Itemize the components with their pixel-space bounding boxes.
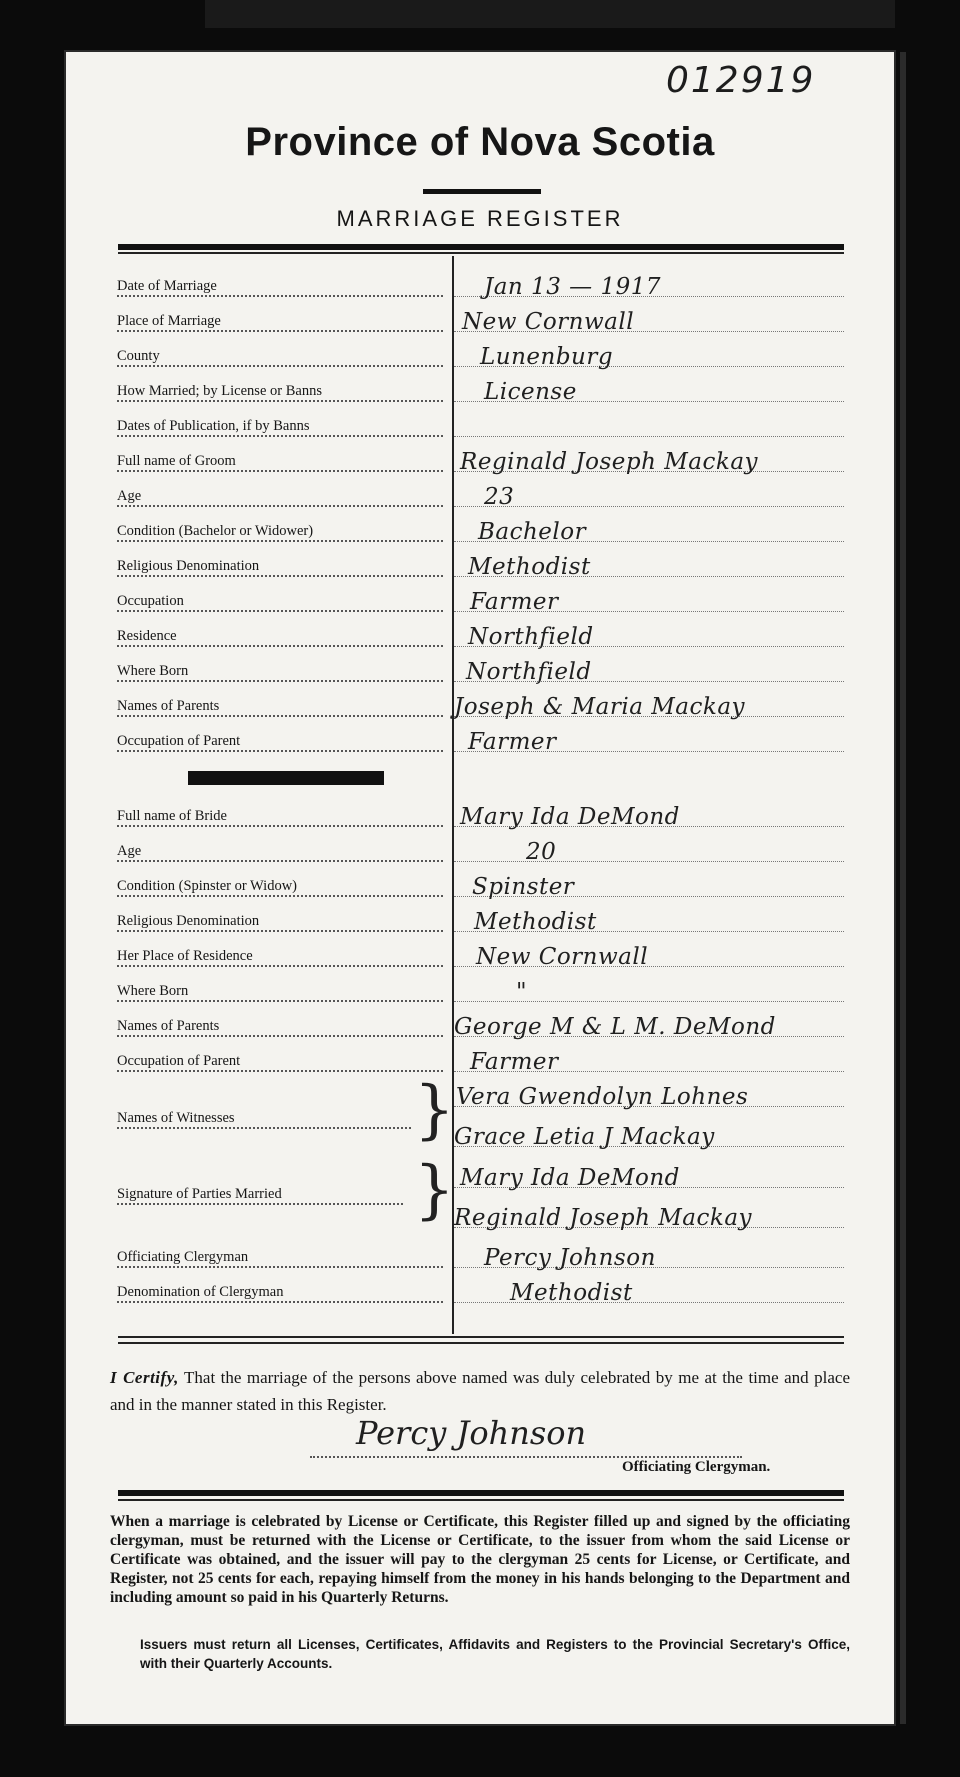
issuer-notice: Issuers must return all Licenses, Certificates, Affidavits and Registers to the Provincial Secretary's Office, with their Quarterly Accounts. [140, 1637, 850, 1671]
label-bride-parent-occupation: Occupation of Parent [117, 1053, 447, 1077]
label-groom-religion: Religious Denomination [117, 558, 447, 582]
entry-groom-religion: Methodist [454, 558, 844, 582]
label-groom-residence: Residence [117, 628, 447, 652]
return-instructions: When a marriage is celebrated by License or Certificate, this Register filled up and signed by the officiating clergyman, must be returned with the License or Certificate, to the issuer from whom the said License or Certificate was obtained, and the issuer will pay to the clergyman 25 cents for License, or Certificate, and Register, not 25 cents for each, repaying himself from the money in his hands belonging to the Department and including amount so paid in his Quarterly Returns. [110, 1513, 851, 1606]
entry-groom-age: 23 [454, 488, 844, 512]
clergyman-signature: Percy Johnson [356, 1414, 587, 1452]
header-rule-thick [118, 244, 844, 250]
entry-bride-age: 20 [454, 843, 844, 867]
witnesses-brace: } [414, 1073, 455, 1147]
entry-witness-1: Vera Gwendolyn Lohnes [454, 1088, 844, 1112]
label-date-of-marriage: Date of Marriage [117, 278, 447, 302]
entry-bride-name: Mary Ida DeMond [454, 808, 844, 832]
label-bride-name: Full name of Bride [117, 808, 447, 832]
label-clergyman-denomination: Denomination of Clergyman [117, 1284, 447, 1308]
entry-groom-parents: Joseph & Maria Mackay [454, 698, 844, 722]
emphasis-not-each: not 25 cents for each, [172, 1570, 314, 1587]
label-dates-of-publication: Dates of Publication, if by Banns [117, 418, 447, 442]
entry-groom-name: Reginald Joseph Mackay [454, 453, 844, 477]
body-rule-thin-2 [118, 1342, 844, 1344]
entry-groom-parent-occupation: Farmer [454, 733, 844, 757]
entry-signature-groom: Reginald Joseph Mackay [454, 1209, 844, 1233]
entry-groom-residence: Northfield [454, 628, 844, 652]
label-bride-where-born: Where Born [117, 983, 447, 1007]
signatures-brace: } [414, 1153, 455, 1227]
entry-officiating-clergyman: Percy Johnson [454, 1249, 844, 1273]
header-rule-thin [118, 252, 844, 254]
entry-dates-of-publication [454, 418, 844, 442]
label-bride-residence: Her Place of Residence [117, 948, 447, 972]
footer-rule-thick [118, 1490, 844, 1496]
entry-date-of-marriage: Jan 13 — 1917 [454, 278, 844, 302]
body-rule-thin-1 [118, 1336, 844, 1338]
label-bride-parents: Names of Parents [117, 1018, 447, 1042]
label-groom-where-born: Where Born [117, 663, 447, 687]
entry-how-married: License [454, 383, 844, 407]
label-how-married: How Married; by License or Banns [117, 383, 447, 407]
label-groom-parents: Names of Parents [117, 698, 447, 722]
register-number: 012919 [666, 60, 816, 101]
signature-caption: Officiating Clergyman. [622, 1459, 771, 1475]
entry-bride-parents: George M & L M. DeMond [454, 1018, 844, 1042]
label-bride-age: Age [117, 843, 447, 867]
footer-rule-thin [118, 1499, 844, 1501]
entry-county: Lunenburg [454, 348, 844, 372]
entry-witness-2: Grace Letia J Mackay [454, 1128, 844, 1152]
entry-bride-condition: Spinster [454, 878, 844, 902]
entry-groom-condition: Bachelor [454, 523, 844, 547]
certify-text: That the marriage of the persons above named was duly celebrated by me at the time and place and in the manner stated in this Register. [110, 1368, 850, 1414]
entry-bride-where-born: " [454, 983, 844, 1007]
label-bride-religion: Religious Denomination [117, 913, 447, 937]
entry-bride-residence: New Cornwall [454, 948, 844, 972]
sheet-edge-shadow [900, 52, 906, 1724]
scan-frame-top [205, 0, 895, 28]
label-bride-condition: Condition (Spinster or Widow) [117, 878, 447, 902]
label-groom-age: Age [117, 488, 447, 512]
label-witnesses: Names of Witnesses [117, 1110, 415, 1134]
page-title: Province of Nova Scotia [245, 120, 715, 164]
label-place-of-marriage: Place of Marriage [117, 313, 447, 337]
entry-bride-parent-occupation: Farmer [454, 1053, 844, 1077]
label-officiating-clergyman: Officiating Clergyman [117, 1249, 447, 1273]
label-groom-name: Full name of Groom [117, 453, 447, 477]
label-groom-occupation: Occupation [117, 593, 447, 617]
groom-bride-separator [188, 771, 384, 785]
certify-lead: I Certify, [110, 1368, 179, 1387]
title-underline [423, 189, 541, 194]
page-subtitle: MARRIAGE REGISTER [336, 206, 624, 231]
entry-signature-bride: Mary Ida DeMond [454, 1169, 844, 1193]
label-groom-parent-occupation: Occupation of Parent [117, 733, 447, 757]
entry-groom-where-born: Northfield [454, 663, 844, 687]
label-groom-condition: Condition (Bachelor or Widower) [117, 523, 447, 547]
entry-place-of-marriage: New Cornwall [454, 313, 844, 337]
entry-bride-religion: Methodist [454, 913, 844, 937]
certification-statement [110, 1364, 850, 1418]
entry-clergyman-denomination: Methodist [454, 1284, 844, 1308]
label-county: County [117, 348, 447, 372]
entry-groom-occupation: Farmer [454, 593, 844, 617]
label-signature-parties: Signature of Parties Married [117, 1186, 407, 1210]
